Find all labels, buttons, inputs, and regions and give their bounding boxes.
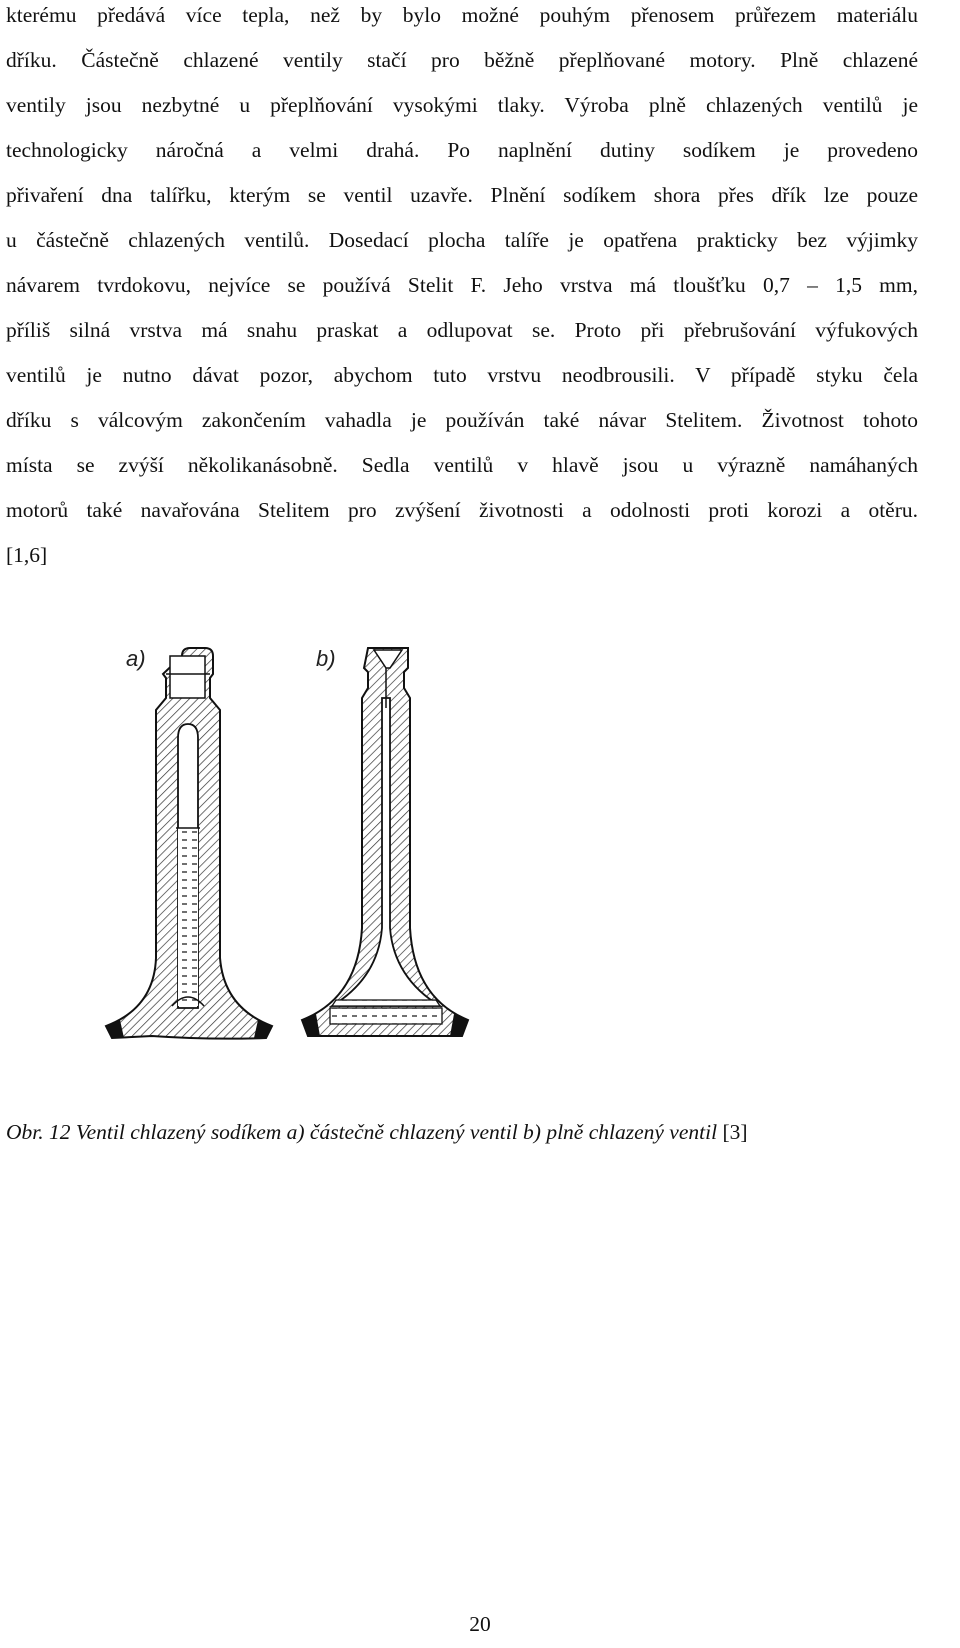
valve-b-fully-cooled <box>302 648 468 1036</box>
body-line: technologicky náročná a velmi drahá. Po naplnění dutiny sodíkem je provedeno <box>6 138 918 162</box>
body-line: u částečně chlazených ventilů. Dosedací plocha talíře je opatřena prakticky bez výjimky <box>6 228 918 252</box>
body-text <box>6 0 918 585</box>
page-number: 20 <box>469 1612 491 1636</box>
label-b: b) <box>316 646 336 671</box>
body-line: přivaření dna talířku, kterým se ventil uzavře. Plnění sodíkem shora přes dřík lze pouze <box>6 183 918 207</box>
body-line: motorů také navařována Stelitem pro zvýšení životnosti a odolnosti proti korozi a otěru. <box>6 498 918 522</box>
body-line: dříku. Částečně chlazené ventily stačí pro běžně přeplňované motory. Plně chlazené <box>6 48 918 72</box>
caption-citation: [3] <box>717 1120 748 1144</box>
valve-a-partially-cooled <box>106 648 272 1039</box>
body-line: ventilů je nutno dávat pozor, abychom tuto vrstvu neodbrousili. V případě styku čela <box>6 363 918 387</box>
sodium-cooled-valve-drawing <box>90 628 550 1103</box>
body-line-reference: [1,6] <box>6 543 48 567</box>
body-line: dříku s válcovým zakončením vahadla je používán také návar Stelitem. Životnost tohoto <box>6 408 918 432</box>
label-a: a) <box>126 646 146 671</box>
body-line: návarem tvrdokovu, nejvíce se používá Stelit F. Jeho vrstva má tloušťku 0,7 – 1,5 mm, <box>6 273 918 297</box>
valve-figure <box>90 628 550 1103</box>
body-line: ventily jsou nezbytné u přeplňování vysokými tlaky. Výroba plně chlazených ventilů je <box>6 93 918 117</box>
body-line: kterému předává více tepla, než by bylo možné pouhým přenosem průřezem materiálu <box>6 3 918 27</box>
caption-text: Obr. 12 Ventil chlazený sodíkem a) částečně chlazený ventil b) plně chlazený ventil <box>6 1120 718 1144</box>
body-line: místa se zvýší několikanásobně. Sedla ventilů v hlavě jsou u výrazně namáhaných <box>6 453 918 477</box>
figure-caption <box>6 1117 748 1147</box>
body-line: příliš silná vrstva má snahu praskat a odlupovat se. Proto při přebrušování výfukových <box>6 318 918 342</box>
